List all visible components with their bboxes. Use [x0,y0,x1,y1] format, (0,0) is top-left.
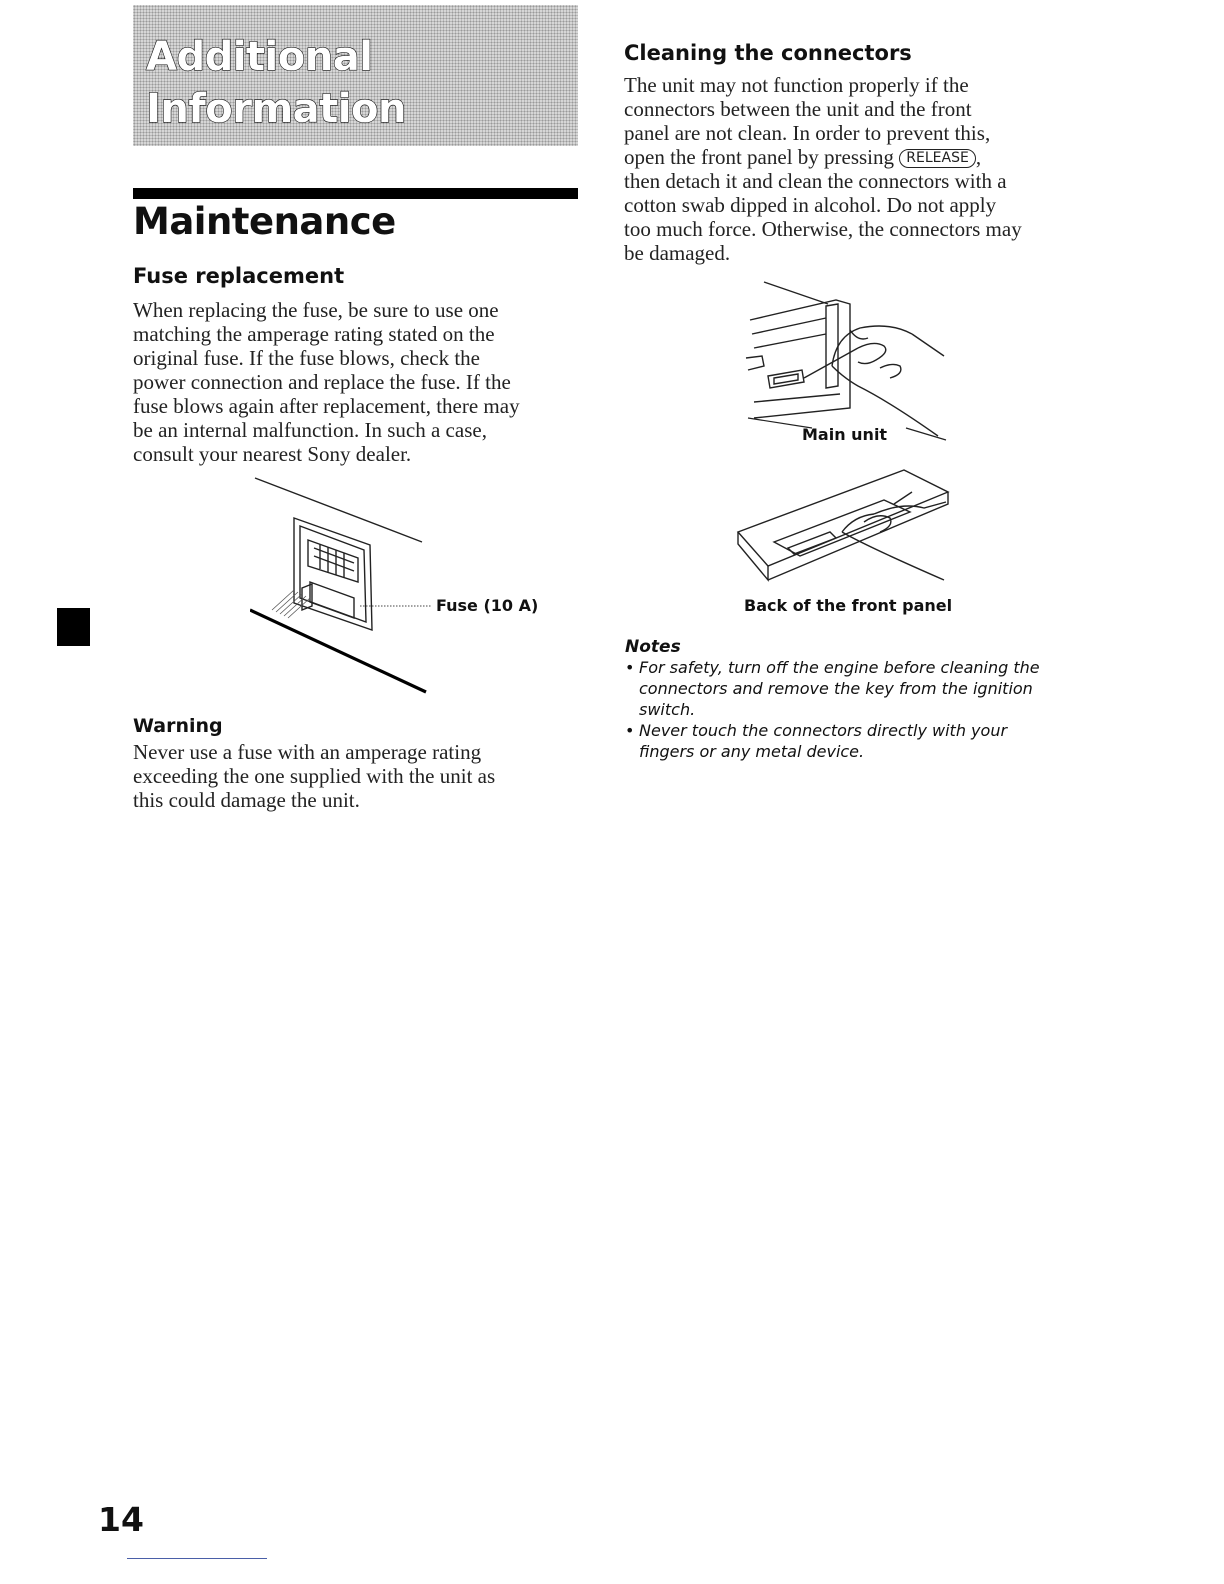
text-line: When replacing the fuse, be sure to use one [133,298,499,322]
text-line: original fuse. If the fuse blows, check the [133,346,480,370]
text-line: consult your nearest Sony dealer. [133,442,412,466]
text-line: this could damage the unit. [133,788,360,812]
text-line: be an internal malfunction. In such a case, [133,418,487,442]
main-unit-illustration [740,278,955,443]
note-item: • Never touch the connectors directly with your fingers or any metal device. [625,720,1065,762]
fuse-replacement-text [133,298,520,466]
main-unit-label: Main unit [802,425,888,444]
text-line: then detach it and clean the connectors with a [624,169,1007,193]
fuse-label: Fuse (10 A) [436,596,539,615]
text-line: too much force. Otherwise, the connectors may [624,217,1022,241]
text-line: connectors between the unit and the front [624,97,972,121]
text-line: be damaged. [624,241,731,265]
text-fragment: , [975,145,982,169]
text-line: exceeding the one supplied with the unit as [133,764,496,788]
front-panel-illustration [734,462,956,586]
text-line: panel are not clean. In order to prevent this, [624,121,991,145]
warning-heading: Warning [133,715,223,737]
fuse-replacement-heading: Fuse replacement [133,264,345,288]
text-line: power connection and replace the fuse. If the [133,370,511,394]
page-number: 14 [98,1500,144,1539]
section-banner-title-line2: Information [146,86,406,132]
page-title: Maintenance [133,200,396,243]
notes-heading: Notes [625,637,681,657]
fuse-illustration [250,470,440,700]
text-line: Never use a fuse with an amperage rating [133,740,482,764]
text-line: The unit may not function properly if the [624,73,969,97]
text-line: cotton swab dipped in alcohol. Do not apply [624,193,997,217]
cleaning-connectors-heading: Cleaning the connectors [624,41,912,65]
notes-list [625,657,1065,762]
front-panel-label: Back of the front panel [744,596,953,615]
release-button-key: RELEASE [899,149,976,168]
text-line [624,145,1022,169]
section-tab-marker [57,608,90,646]
section-banner-title-line1: Additional [146,34,373,80]
heading-rule [133,188,578,199]
text-fragment: open the front panel by pressing [624,145,895,169]
footer-rule [127,1558,267,1559]
note-item: • For safety, turn off the engine before cleaning the connectors and remove the key from the ignition switch. [625,657,1065,720]
cleaning-connectors-text [624,73,1022,265]
warning-text [133,740,495,812]
text-line: matching the amperage rating stated on the [133,322,495,346]
text-line: fuse blows again after replacement, there may [133,394,520,418]
